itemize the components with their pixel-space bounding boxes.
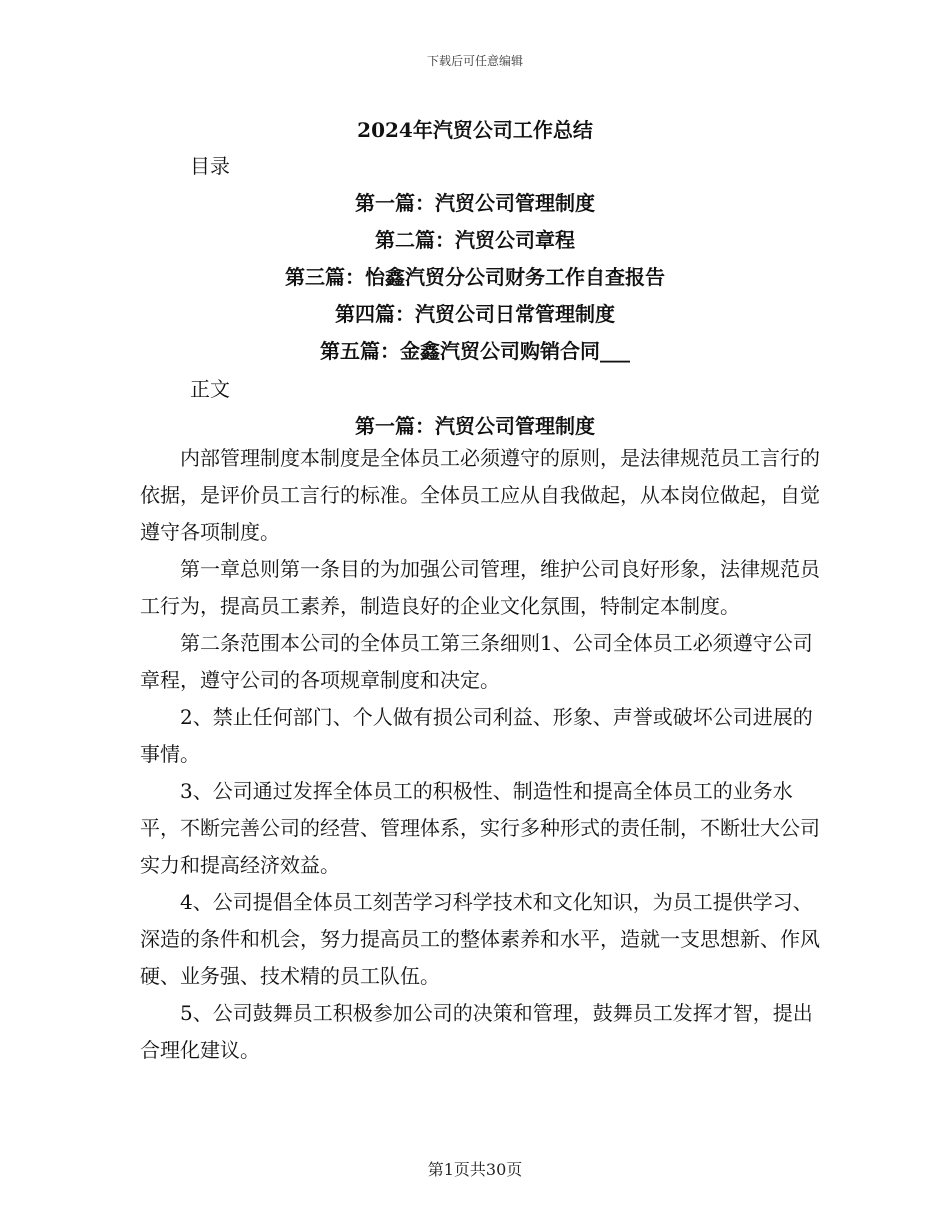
paragraph: 内部管理制度本制度是全体员工必须遵守的原则，是法律规范员工言行的依据，是评价员工言行的标准。全体员工应从自我做起，从本岗位做起，自觉遵守各项制度。 [140,446,820,544]
paragraph: 第二条范围本公司的全体员工第三条细则1、公司全体员工必须遵守公司章程，遵守公司的各项规章制度和决定。 [140,631,813,692]
page-header: 下载后可任意编辑 [426,54,523,68]
paragraph: 4、公司提倡全体员工刻苦学习科学技术和文化知识，为员工提供学习、深造的条件和机会，努力提高员工的整体素养和水平，造就一支思想新、作风硬、业务强、技术精的员工队伍。 [140,890,820,988]
paragraph: 5、公司鼓舞员工积极参加公司的决策和管理，鼓舞员工发挥才智，提出合理化建议。 [140,1001,813,1062]
toc-item-5: 第五篇：金鑫汽贸公司购销合同___ [320,339,630,363]
toc-item-3: 第三篇：怡鑫汽贸分公司财务工作自查报告 [285,265,665,289]
page-number: 第1页共30页 [427,1160,523,1179]
document-title: 2024年汽贸公司工作总结 [357,118,593,142]
toc-item-4: 第四篇：汽贸公司日常管理制度 [335,302,615,326]
document-body [140,440,820,1069]
body-label: 正文 [190,377,230,401]
toc-item-1: 第一篇：汽贸公司管理制度 [355,191,595,215]
paragraph: 第一章总则第一条目的为加强公司管理，维护公司良好形象，法律规范员工行为，提高员工素养，制造良好的企业文化氛围，特制定本制度。 [140,557,820,618]
paragraph: 2、禁止任何部门、个人做有损公司利益、形象、声誉或破坏公司进展的事情。 [140,705,813,766]
paragraph: 3、公司通过发挥全体员工的积极性、制造性和提高全体员工的业务水平，不断完善公司的经营、管理体系，实行多种形式的责任制，不断壮大公司实力和提高经济效益。 [140,779,820,877]
toc-label: 目录 [190,154,230,178]
toc-item-2: 第二篇：汽贸公司章程 [375,228,575,252]
section-heading: 第一篇：汽贸公司管理制度 [355,414,595,438]
